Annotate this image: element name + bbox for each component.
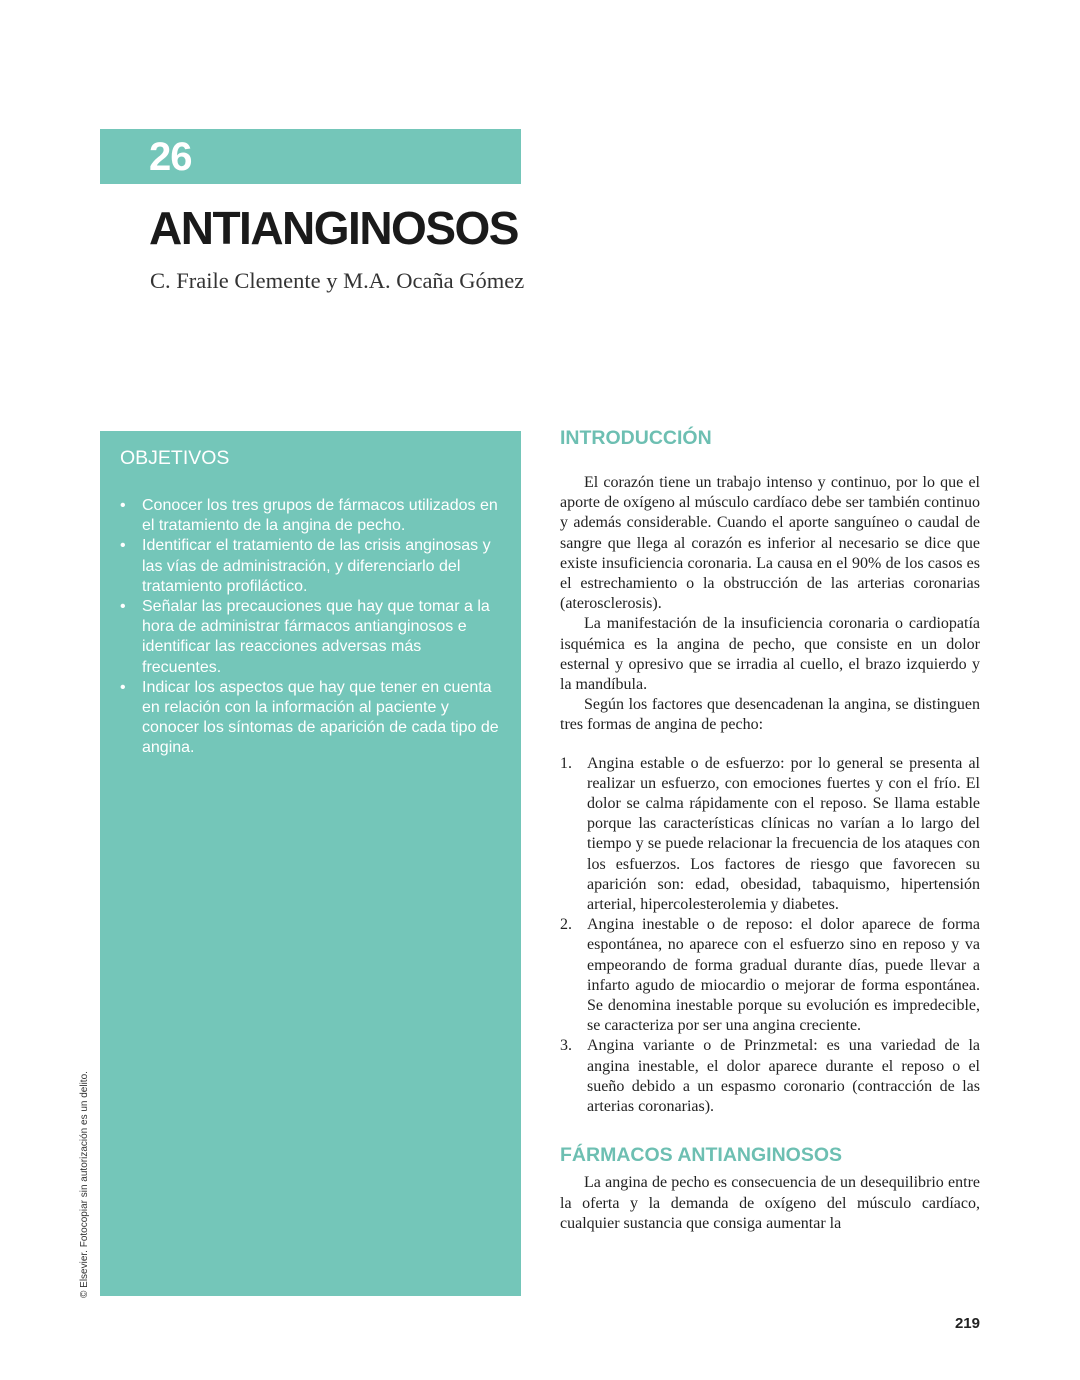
page-number: 219 bbox=[954, 1315, 980, 1332]
list-item-text: Angina variante o de Prinzmetal: es una variedad de la angina inestable, el dolor aparece durante el reposo o el sueño debido a un espasmo coronario (contracción de las arterias coronarias). bbox=[587, 1037, 980, 1116]
list-number: 2. bbox=[560, 916, 572, 934]
copyright-notice: © Elsevier. Fotocopiar sin autorización es un delito. bbox=[79, 1071, 90, 1298]
objective-item bbox=[120, 678, 499, 759]
chapter-authors: C. Fraile Clemente y M.A. Ocaña Gómez bbox=[150, 268, 525, 293]
chapter-number: 26 bbox=[149, 135, 192, 179]
section-heading-farmacos: FÁRMACOS ANTIANGINOSOS bbox=[560, 1144, 843, 1167]
objective-item bbox=[120, 536, 499, 597]
list-number: 3. bbox=[560, 1037, 572, 1055]
list-number: 1. bbox=[560, 754, 572, 772]
objective-text: Señalar las precauciones que hay que tomar a la hora de administrar fármacos antianginosos e identificar las reacciones adversas más frecuentes. bbox=[142, 598, 490, 676]
objective-text: Conocer los tres grupos de fármacos utilizados en el tratamiento de la angina de pecho. bbox=[142, 497, 498, 535]
list-item bbox=[560, 1036, 980, 1117]
objectives-list bbox=[120, 496, 499, 759]
main-column bbox=[560, 424, 980, 1234]
list-item bbox=[560, 754, 980, 916]
objective-item bbox=[120, 496, 499, 536]
list-item-text: Angina inestable o de reposo: el dolor aparece de forma espontánea, no aparece con el esfuerzo sino en reposo y va empeorando de forma gradual durante días, puede llevar a infarto agudo de miocardio o mejorar de forma espontánea. Se denomina inestable porque su evolución es impredecible, se caracteriza por ser una angina creciente. bbox=[587, 916, 980, 1035]
chapter-number-band bbox=[100, 129, 521, 184]
list-item bbox=[560, 915, 980, 1036]
objective-text: Identificar el tratamiento de las crisis anginosas y las vías de administración, y diferenciarlo del tratamiento profiláctico. bbox=[142, 537, 491, 595]
bullet-icon: • bbox=[120, 537, 126, 555]
objective-item bbox=[120, 597, 499, 678]
farmacos-paragraph: La angina de pecho es consecuencia de un desequilibrio entre la oferta y la demanda de oxígeno del músculo cardíaco, cualquier sustancia que consiga aumentar la bbox=[560, 1174, 980, 1232]
intro-paragraph: Según los factores que desencadenan la angina, se distinguen tres formas de angina de pecho: bbox=[560, 696, 980, 734]
list-item-text: Angina estable o de esfuerzo: por lo general se presenta al realizar un esfuerzo, con emociones fuertes y con el frío. El dolor se calma rápidamente con el reposo. Se llama estable porque las características clínicas no varían a lo largo del tiempo y se puede relacionar la frecuencia de los ataques con los esfuerzos. Los factores de riesgo que favorecen su aparición son: edad, obesidad, tabaquismo, hipertensión arterial, hipercolesterolemia y diabetes. bbox=[587, 754, 980, 914]
angina-types-list bbox=[560, 754, 980, 1118]
chapter-title: ANTIANGINOSOS bbox=[149, 202, 518, 254]
intro-paragraph: La manifestación de la insuficiencia coronaria o cardiopatía isquémica es la angina de pecho, que consiste en un dolor esternal y opresivo que se irradia al cuello, el brazo izquierdo y la mandíbula. bbox=[560, 615, 980, 694]
bullet-icon: • bbox=[120, 598, 126, 616]
objective-text: Indicar los aspectos que hay que tener en cuenta en relación con la información al paciente y conocer los síntomas de aparición de cada tipo de angina. bbox=[142, 678, 499, 757]
objectives-box bbox=[100, 431, 521, 1296]
intro-paragraph: El corazón tiene un trabajo intenso y continuo, por lo que el aporte de oxígeno al músculo cardíaco debe ser también continuo y además considerable. Cuando el aporte sanguíneo o caudal de sangre que llega al corazón es inferior al necesario se dice que existe insuficiencia coronaria. La causa en el 90% de los casos es el estrechamiento o la obstrucción de las arterias coronarias (aterosclerosis). bbox=[560, 474, 980, 613]
bullet-icon: • bbox=[120, 678, 126, 696]
objectives-title: OBJETIVOS bbox=[120, 447, 230, 469]
section-heading-introduccion: INTRODUCCIÓN bbox=[560, 427, 712, 449]
bullet-icon: • bbox=[120, 497, 126, 514]
